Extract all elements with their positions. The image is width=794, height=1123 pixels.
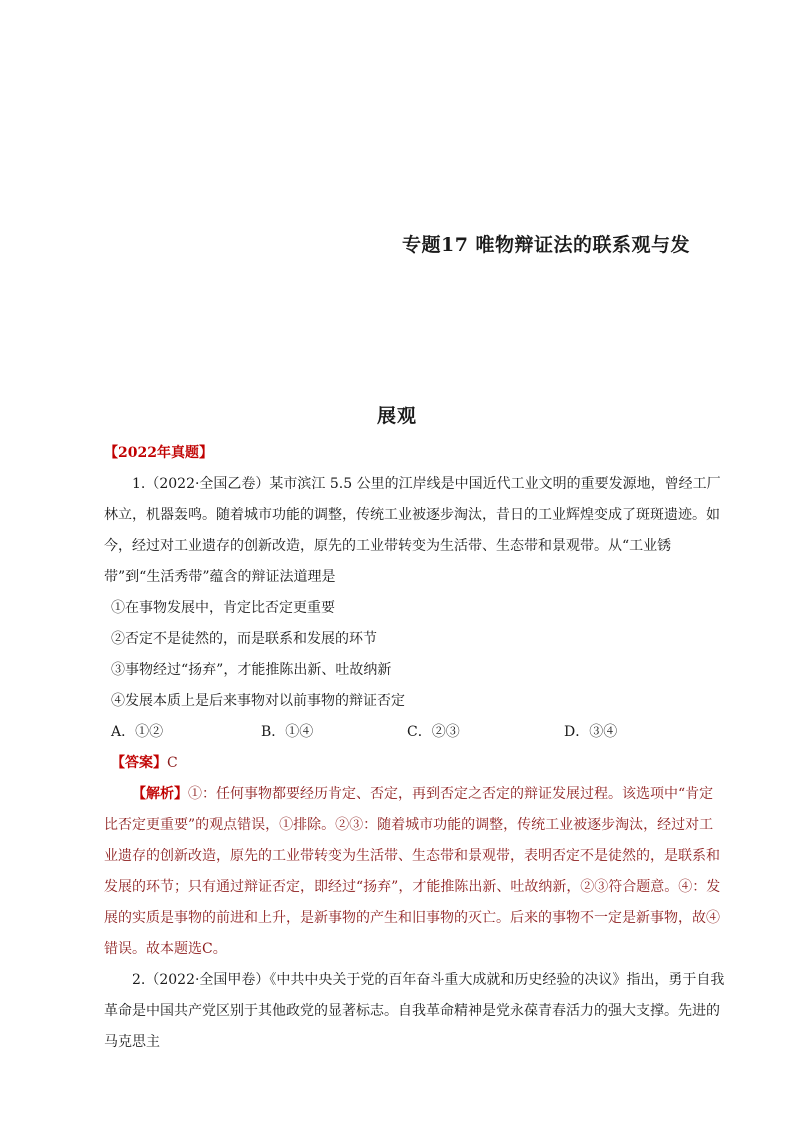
question-1-answer — [104, 748, 726, 779]
question-2-stem: 2.（2022·全国甲卷）《中共中央关于党的百年奋斗重大成就和历史经验的决议》指出，勇于自我革命是中国共产党区别于其他政党的显著标志。自我革命精神是党永葆青春活力的强大支撑。先进的马克思主 — [104, 972, 725, 1050]
section-tag — [104, 438, 726, 469]
question-1-option-3: ③事物经过“扬弃”，才能推陈出新、吐故纳新 — [111, 662, 392, 678]
choice-c: C．②③ — [407, 724, 460, 740]
choice-d: D．③④ — [564, 724, 618, 740]
question-1-analysis — [104, 779, 726, 965]
question-1-option-2: ②否定不是徒然的，而是联系和发展的环节 — [111, 631, 377, 647]
question-1-option-1: ①在事物发展中，肯定比否定更重要 — [111, 600, 335, 616]
analysis-tag: 【解析】 — [132, 786, 188, 802]
question-1-option-4: ④发展本质上是后来事物对以前事物的辩证否定 — [111, 693, 405, 709]
question-1-stem: 1.（2022·全国乙卷）某市滨江 5.5 公里的江岸线是中国近代工业文明的重要发源地，曾经工厂林立，机器轰鸣。随着城市功能的调整，传统工业被逐步淘汰，昔日的工业辉煌变成了斑斑遗迹。如今，经过对工业遗存的创新改造，原先的工业带转变为生活带、生态带和景观带。从“工业锈带”到“生活秀带”蕴含的辩证法道理是 — [104, 476, 721, 585]
answer-tag: 【答案】 — [111, 755, 167, 771]
choice-a: A．①② — [111, 724, 164, 740]
answer-value: C — [167, 755, 178, 771]
question-1-choices — [104, 717, 726, 748]
analysis-text: ①：任何事物都要经历肯定、否定，再到否定之否定的辩证发展过程。该选项中“肯定比否定更重要”的观点错误，①排除。②③：随着城市功能的调整，传统工业被逐步淘汰，经过对工业遗存的创新改造，原先的工业带转变为生活带、生态带和景观带，表明否定不是徒然的，是联系和发展的环节；只有通过辩证否定，即经过“扬弃”，才能推陈出新、吐故纳新，②③符合题意。④：发展的实质是事物的前进和上升，是新事物的产生和旧事物的灭亡。后来的事物不一定是新事物，故④错误。故本题选C。 — [104, 786, 721, 957]
document-body — [104, 438, 726, 1058]
choice-b: B．①④ — [261, 724, 314, 740]
document-title-line-1: 专题17 唯物辩证法的联系观与发 — [402, 234, 691, 256]
document-title-line-2: 展观 — [376, 405, 417, 427]
section-tag-label: 【2022年真题】 — [104, 445, 213, 461]
